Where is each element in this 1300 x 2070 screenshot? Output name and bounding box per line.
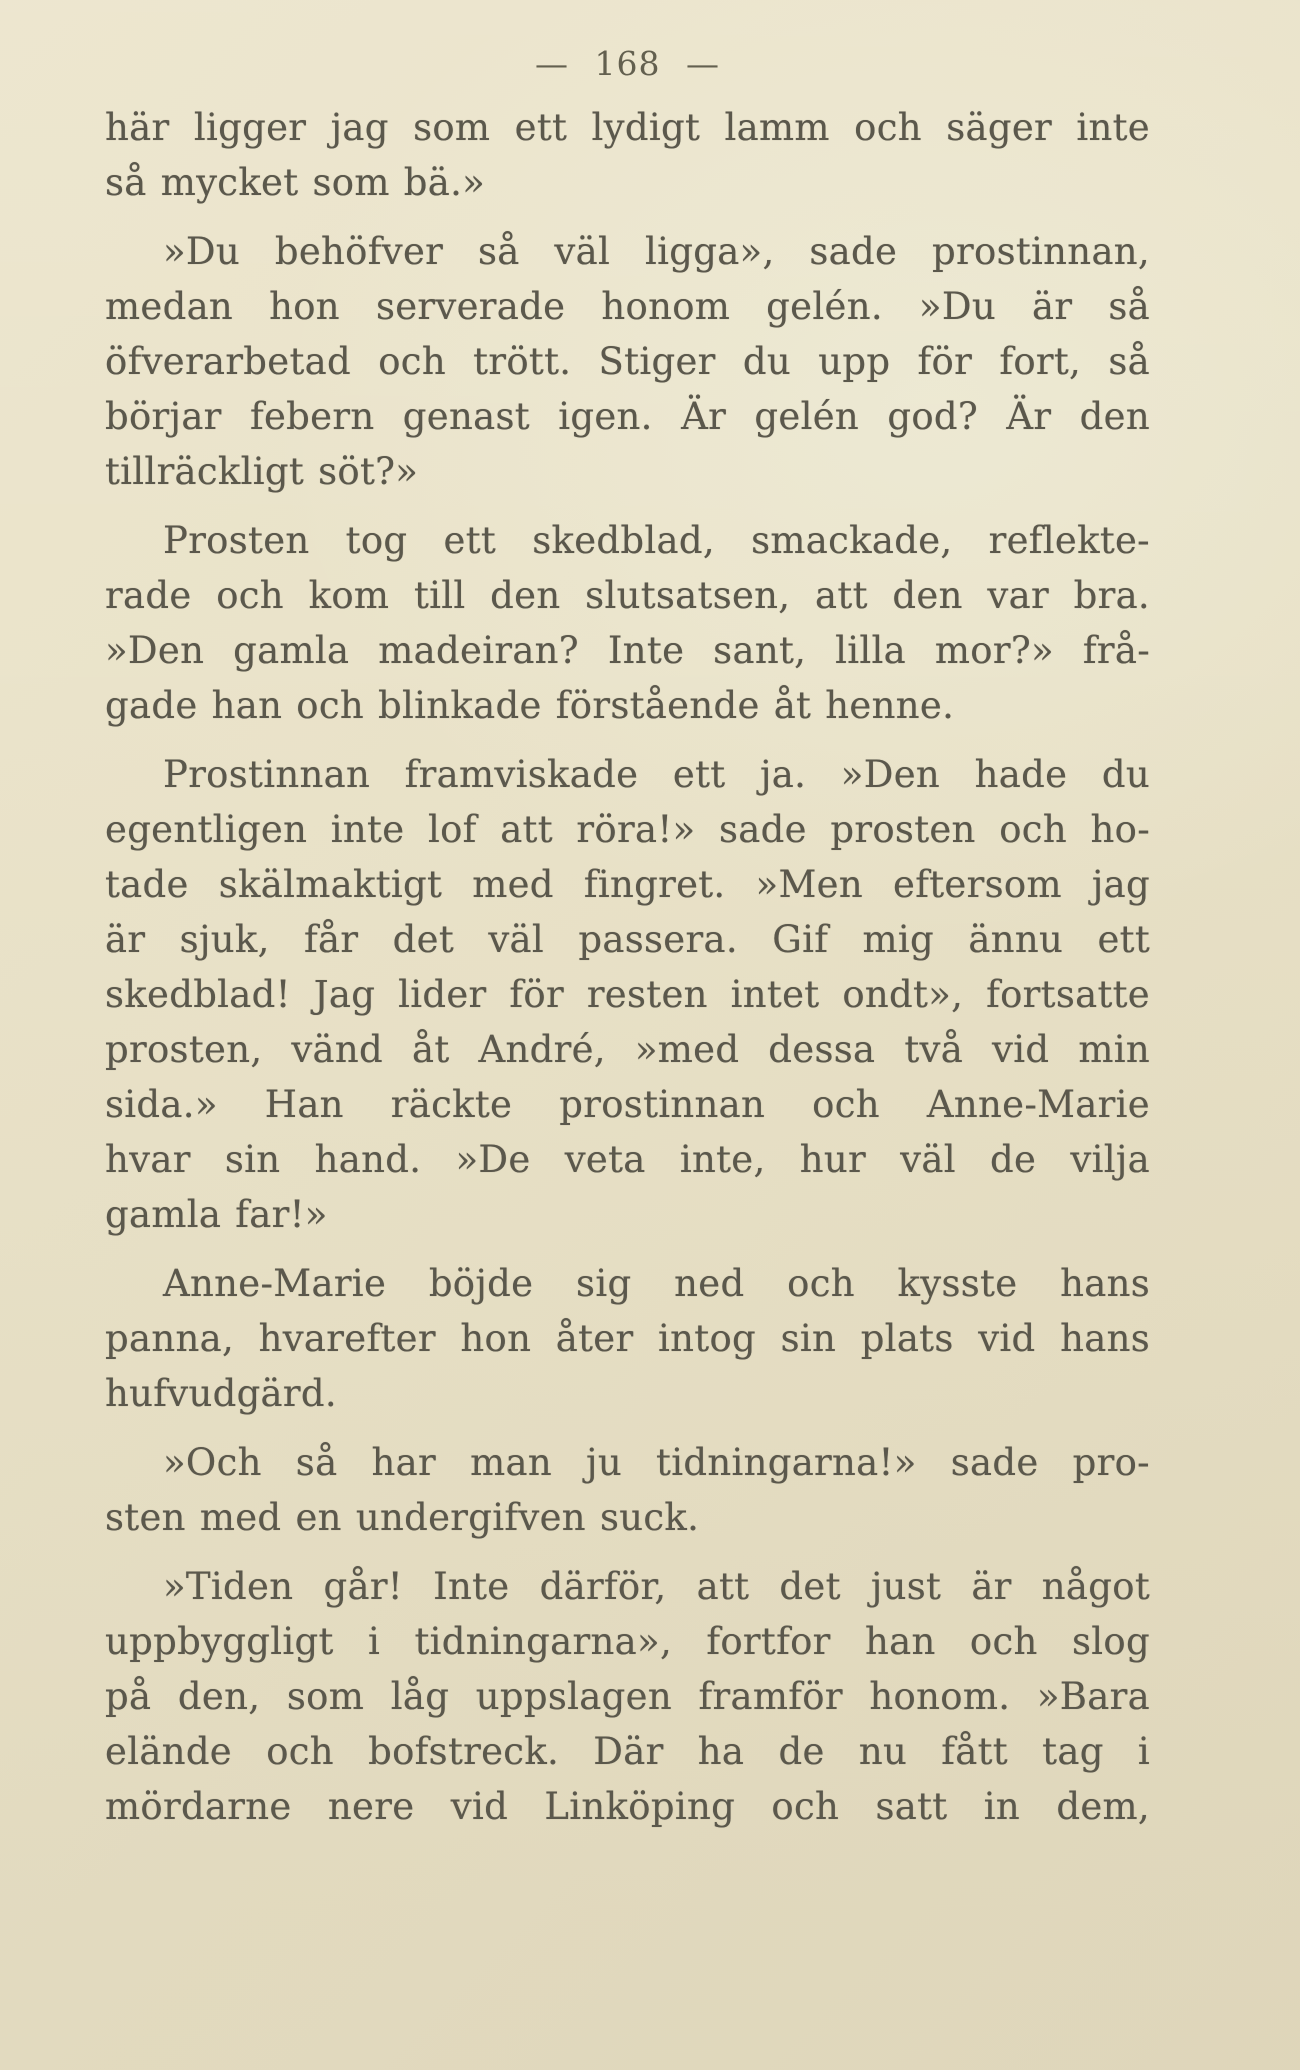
text-line: egentligen inte lof att röra!» sade prosten och ho- [105,808,1150,851]
text-line: tillräckligt söt?» [105,450,419,493]
text-line: rade och kom till den slutsatsen, att den var bra. [105,574,1150,617]
text-line: skedblad! Jag lider för resten intet ondt», fortsatte [105,973,1150,1016]
text-line: Prosten tog ett skedblad, smackade, reflekte- [163,519,1150,562]
paragraph [105,1559,1150,1834]
text-line: »Du behöfver så väl ligga», sade prostinnan, [163,230,1150,273]
text-line: tade skälmaktigt med fingret. »Men eftersom jag [105,863,1150,906]
paragraph [105,747,1150,1242]
text-line: här ligger jag som ett lydigt lamm och säger inte [105,106,1150,149]
text-line: gade han och blinkade förstående åt henne. [105,684,955,727]
text-line: »Tiden går! Inte därför, att det just är något [163,1565,1150,1608]
text-line: medan hon serverade honom gelén. »Du är så [105,285,1150,328]
text-line: är sjuk, får det väl passera. Gif mig ännu ett [105,918,1150,961]
paragraph [105,224,1150,499]
text-line: Anne-Marie böjde sig ned och kysste hans [163,1262,1150,1305]
text-line: hvar sin hand. »De veta inte, hur väl de vilja [105,1138,1150,1181]
text-line: »Den gamla madeiran? Inte sant, lilla mor?» frå- [105,629,1150,672]
text-line: elände och bofstreck. Där ha de nu fått tag i [105,1730,1150,1773]
text-line: sida.» Han räckte prostinnan och Anne-Marie [105,1083,1150,1126]
text-line: sten med en undergifven suck. [105,1496,700,1539]
text-line: på den, som låg uppslagen framför honom. »Bara [105,1675,1150,1718]
text-line: uppbyggligt i tidningarna», fortfor han och slog [105,1620,1150,1663]
text-line: gamla far!» [105,1193,328,1236]
page-text [105,100,1150,1834]
text-line: »Och så har man ju tidningarna!» sade pro- [163,1441,1150,1484]
paragraph [105,100,1150,210]
text-line: öfverarbetad och trött. Stiger du upp för fort, så [105,340,1150,383]
text-line: prosten, vänd åt André, »med dessa två vid min [105,1028,1150,1071]
text-line: börjar febern genast igen. Är gelén god? Är den [105,395,1150,438]
page-number: — 168 — [535,44,720,83]
text-line: hufvudgärd. [105,1372,337,1415]
paragraph [105,513,1150,733]
paragraph [105,1435,1150,1545]
text-line: så mycket som bä.» [105,161,486,204]
paragraph [105,1256,1150,1421]
text-line: mördarne nere vid Linköping och satt in dem, [105,1785,1150,1828]
text-line: panna, hvarefter hon åter intog sin plats vid hans [105,1317,1150,1360]
text-line: Prostinnan framviskade ett ja. »Den hade du [163,753,1150,796]
